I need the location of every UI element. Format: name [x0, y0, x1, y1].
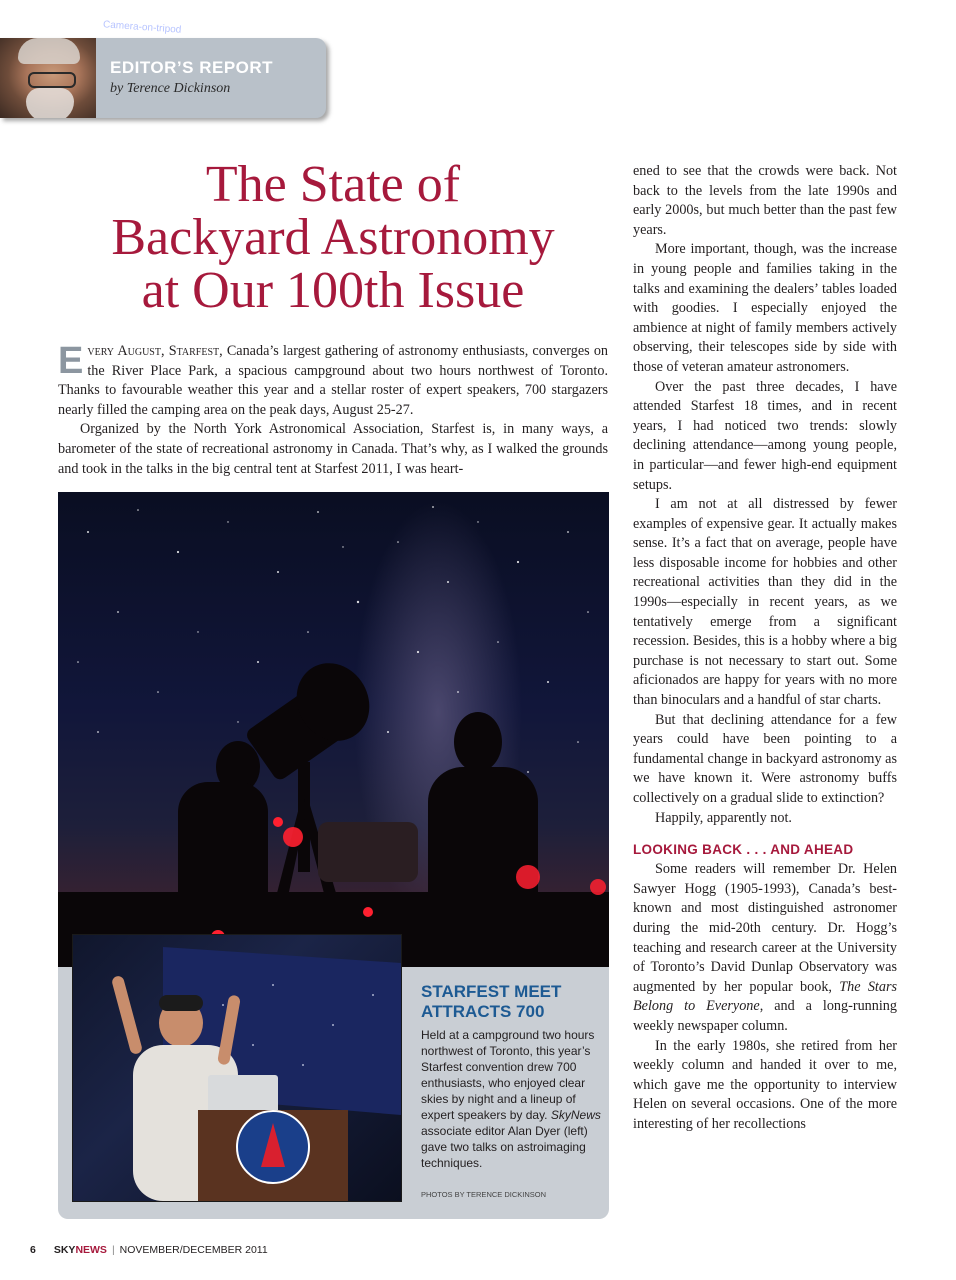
brand-news: NEWS	[75, 1244, 107, 1256]
intro-text	[58, 342, 608, 479]
paragraph: Happily, apparently not.	[655, 809, 792, 826]
speaker-scene-graphic	[73, 935, 401, 1201]
right-column	[633, 162, 897, 1135]
issue-date: NOVEMBER/DECEMBER 2011	[119, 1244, 268, 1256]
page-title	[58, 158, 608, 317]
paragraph: More important, though, was the increase in young people and families taking in the talks and examining the dealers’ tables loaded with goodies. I especially enjoyed the ambience at night of family members actively observing, their telescopes side by side with those of veteran amateur astronomers.	[633, 241, 897, 375]
intro-paragraph-2: Organized by the North York Astronomical Association, Starfest is, in many ways, a barometer of the state of recreational astronomy in Canada. That’s why, as I walked the grounds and took in the talks in the big central tent at Starfest 2011, I was heart-	[58, 421, 608, 477]
title-line-3: at Our 100th Issue	[141, 262, 525, 319]
byline: by Terence Dickinson	[110, 81, 231, 96]
footer-separator: |	[111, 1244, 115, 1256]
night-scene-graphic	[58, 492, 609, 967]
author-portrait	[0, 38, 96, 118]
page-footer	[30, 1244, 268, 1256]
title-line-2: Backyard Astronomy	[111, 209, 555, 266]
paragraph: Some readers will remember Dr. Helen Sawyer Hogg (1905-1993), Canada’s best-known and most distinguished astronomer during the mid-20th century. Dr. Hogg’s teaching and research career at the University of Toronto’s David Dunlap Observatory was augmented by her popular book, The Stars Belong to Everyone, and a long-running weekly newspaper column.	[633, 861, 898, 1034]
caption-title: STARFEST MEET ATTRACTS 700	[421, 982, 562, 1021]
title-line-1: The State of	[205, 156, 461, 213]
caption-body: Held at a campground two hours northwest of Toronto, this year’s Starfest convention drew 700 enthusiasts, who enjoyed clear skies by night and a lineup of expert speakers by day. SkyNews associate editor Alan Dyer (left) gave two talks on astroimaging techniques.	[421, 1028, 601, 1170]
section-heading: LOOKING BACK . . . AND AHEAD	[633, 842, 854, 858]
paragraph: ened to see that the crowds were back. Not back to the levels from the late 1990s and early 2000s, but much better than the past few years.	[633, 163, 897, 238]
paragraph: I am not at all distressed by fewer examples of expensive gear. It actually makes sense. It’s a fact that on average, people have less disposable income for hobbies and other recreational activities than they did in the 1990s—especially in recent years, as we tentatively emerge from a significant recession. Besides, this is a hobby where a big purchase is not necessary to start out. Some aficionados are happy for years with no more than binoculars and a handful of star charts.	[633, 496, 897, 709]
speaker-inset-photo	[73, 935, 401, 1201]
brand-sky: SKY	[53, 1244, 76, 1256]
paragraph: But that declining attendance for a few years could have been pointing to a fundamental change in backyard astronomy as we have known it. Were astronomy buffs collectively on a gradual slide to extinction?	[633, 711, 897, 806]
paragraph: In the early 1980s, she retired from her weekly column and handed it over to me, which gave me the opportunity to interview Helen on several occasions. One of the more interesting of her recollections	[633, 1037, 897, 1132]
screen-label: Camera-on-tripod	[102, 19, 182, 36]
intro-paragraph-1: Every August, Starfest, Canada’s largest gathering of astronomy enthusiasts, converges on the River Place Park, a spacious campground about two hours northwest of Toronto. Thanks to favourable weather this year and a stellar roster of expert speakers, 700 stargazers nearly filled the camping area on the peak days, August 25-27.	[58, 340, 609, 418]
section-label: EDITOR’S REPORT	[110, 58, 274, 77]
photo-credit: PHOTOS BY TERENCE DICKINSON	[421, 1190, 547, 1199]
paragraph: Over the past three decades, I have attended Starfest 18 times, and in recent years, I had noticed two trends: slowly declining attendance—among young people, in particular—and fewer high-end equipment setups.	[633, 378, 897, 493]
drop-cap: E	[58, 340, 84, 382]
night-sky-photo	[58, 492, 609, 967]
page-number: 6	[30, 1244, 36, 1256]
